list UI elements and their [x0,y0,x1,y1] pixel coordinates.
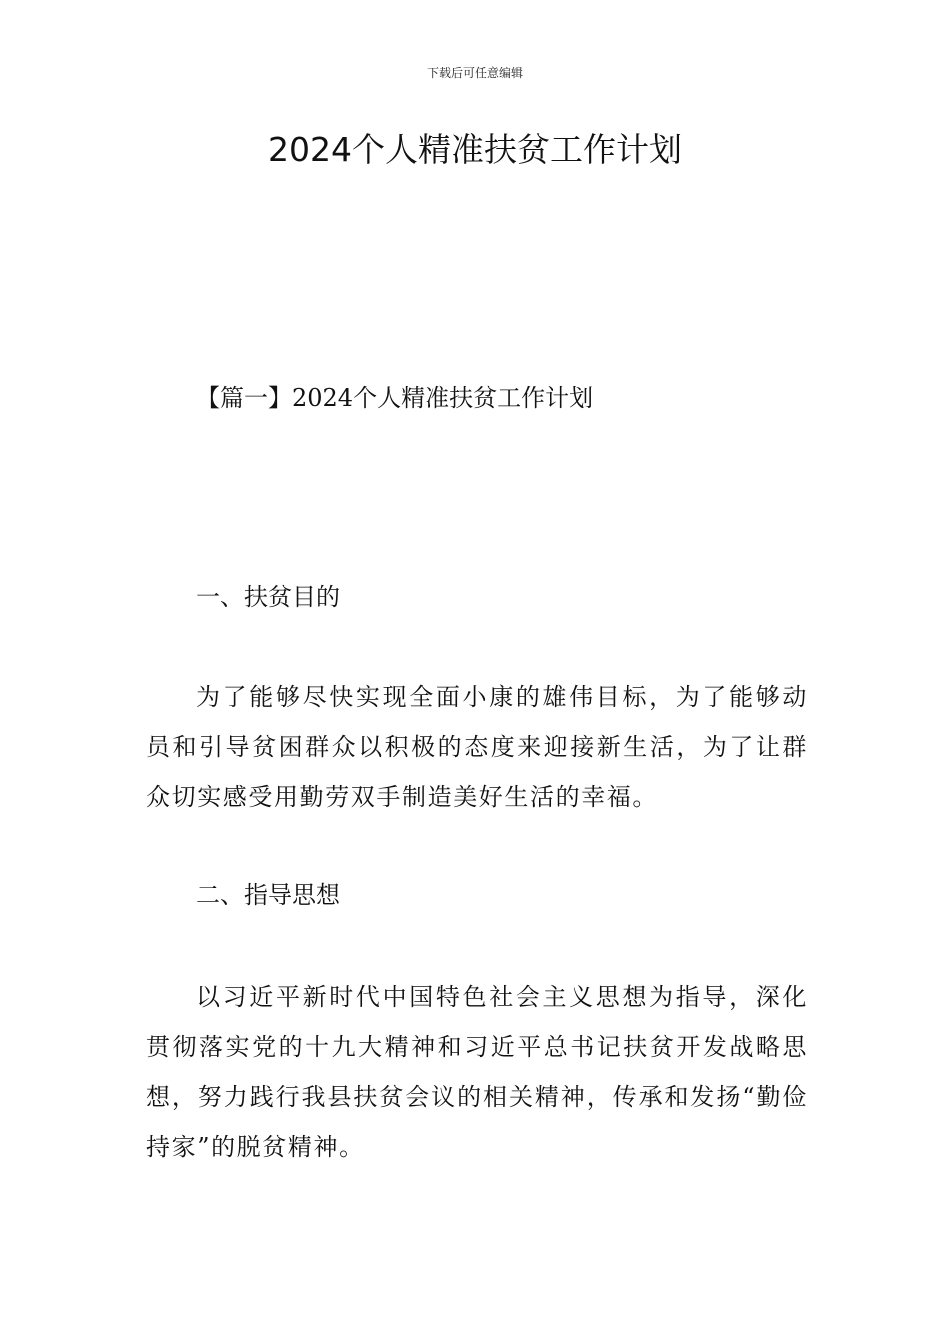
section-paragraph-purpose: 为了能够尽快实现全面小康的雄伟目标，为了能够动员和引导贫困群众以积极的态度来迎接新生活，为了让群众切实感受用勤劳双手制造美好生活的幸福。 [146,683,808,811]
document-title: 2024个人精准扶贫工作计划 [268,130,682,169]
section-heading-guiding-ideology: 二、指导思想 [196,881,340,909]
section-paragraph-guiding-ideology: 以习近平新时代中国特色社会主义思想为指导，深化贯彻落实党的十九大精神和习近平总书记扶贫开发战略思想，努力践行我县扶贫会议的相关精神，传承和发扬“勤俭持家”的脱贫精神。 [146,983,808,1161]
chapter-heading: 【篇一】2024个人精准扶贫工作计划 [196,384,594,412]
page-header-note: 下载后可任意编辑 [426,66,523,80]
section-heading-purpose: 一、扶贫目的 [196,583,340,611]
